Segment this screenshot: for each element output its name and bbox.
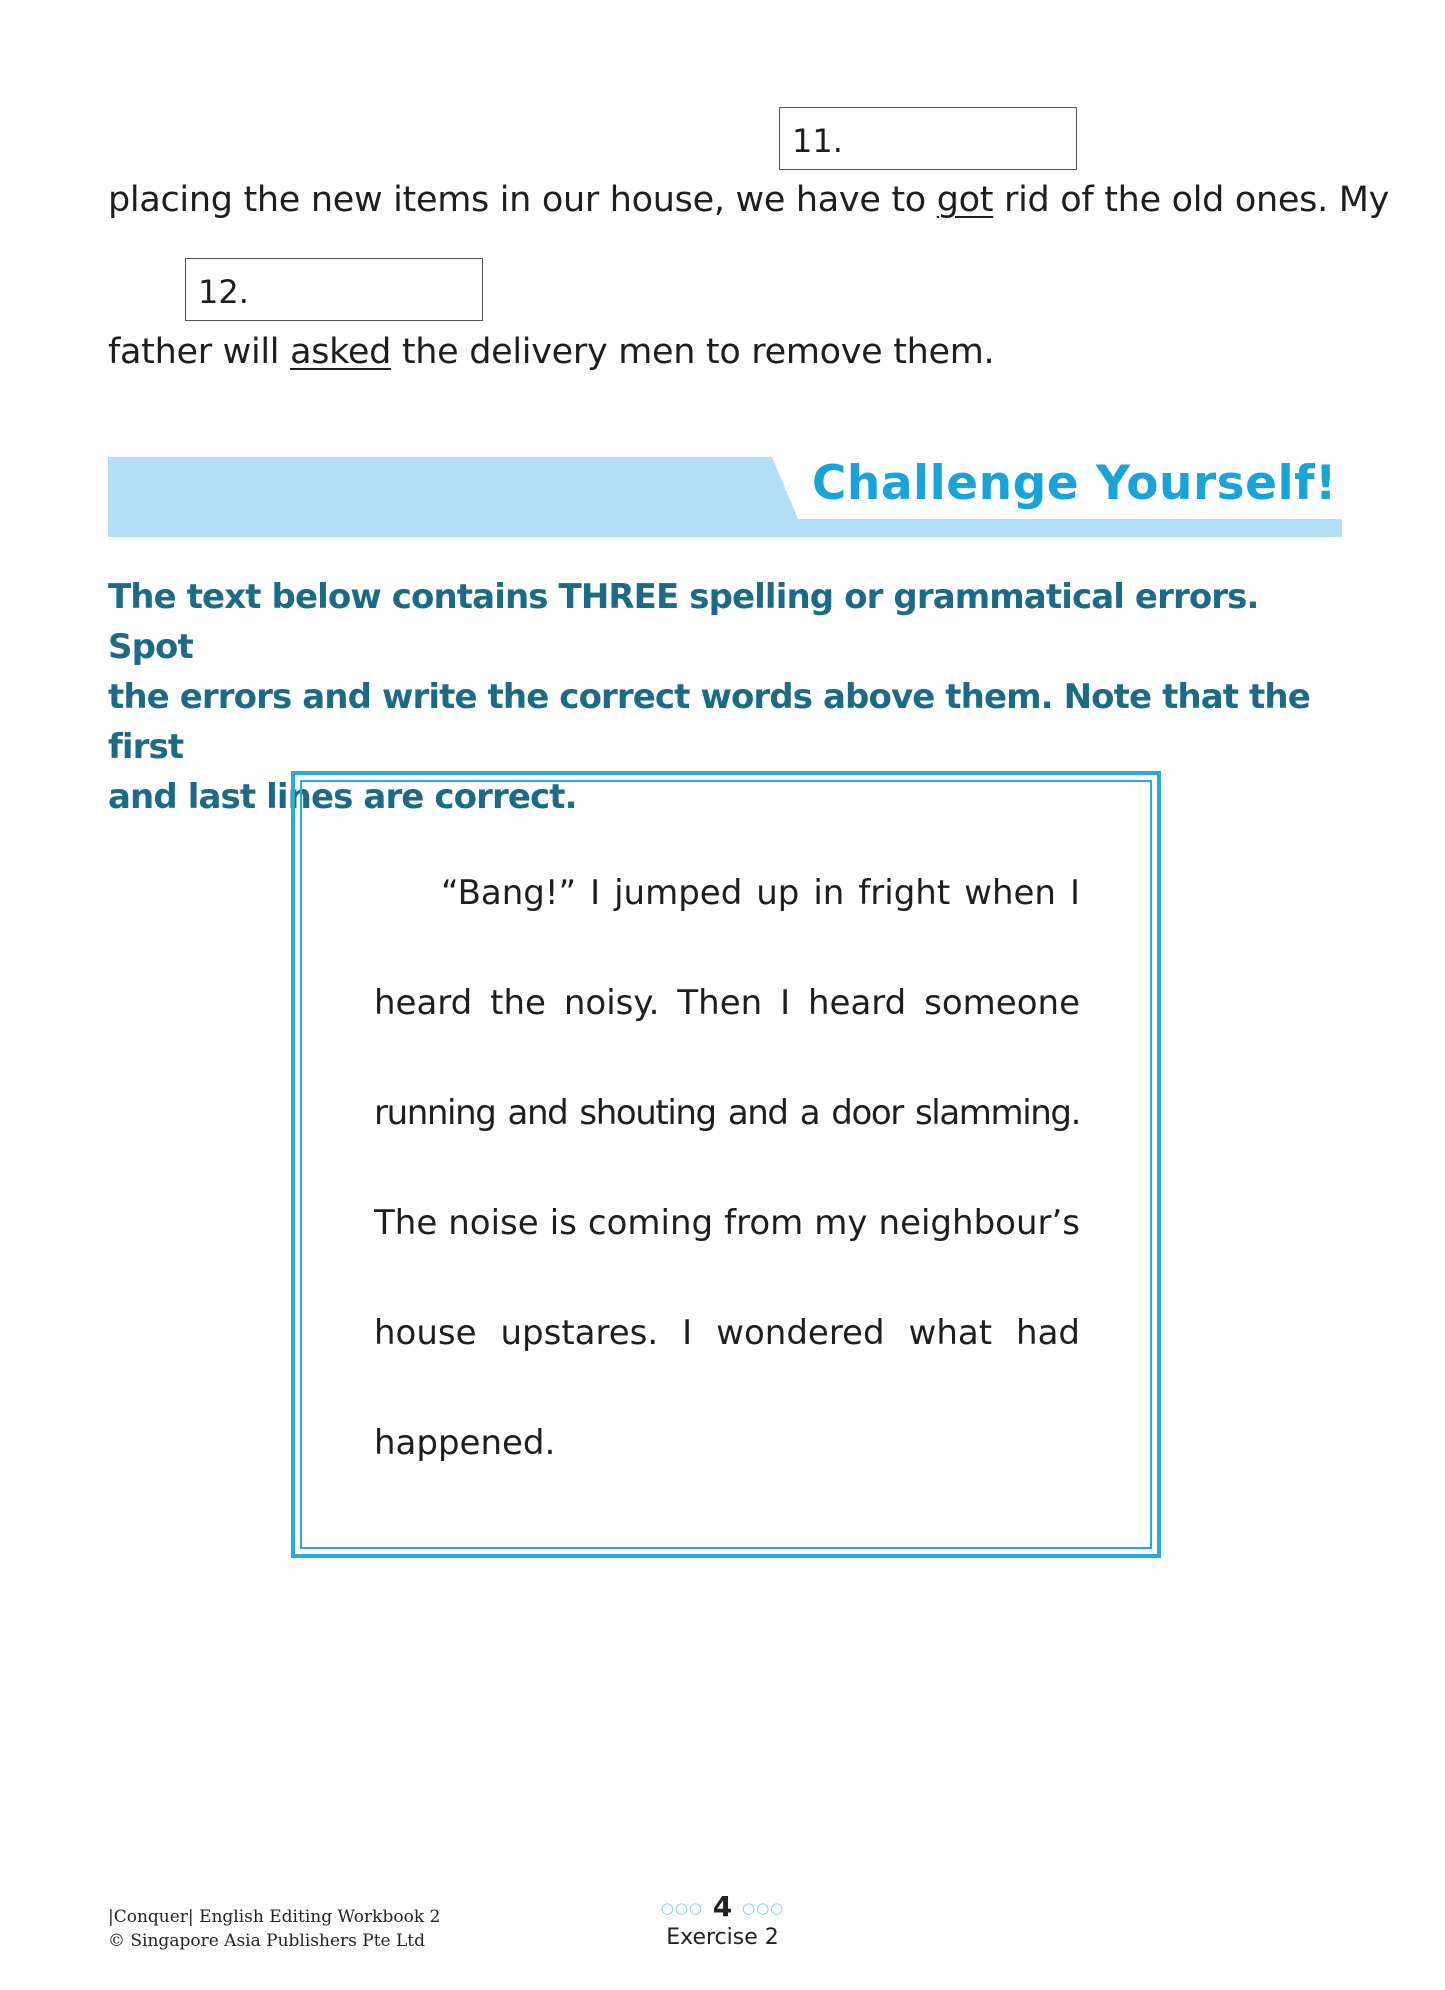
passage-line-6: happened. <box>374 1423 556 1463</box>
instruction-line: the errors and write the correct words above them. Note that the first <box>108 677 1310 767</box>
dots-left-decoration: ○○○ <box>660 1899 703 1917</box>
exercise-line-12 <box>108 332 994 372</box>
line-text: placing the new items in our house, we have to <box>108 180 937 220</box>
passage-line-3: running and shouting and a door slamming. <box>374 1093 1080 1133</box>
underlined-error-word: got <box>936 180 994 220</box>
passage-line-1: “Bang!” I jumped up in fright when I <box>441 873 1080 913</box>
answer-box-12[interactable] <box>185 258 483 321</box>
answer-input-12[interactable] <box>256 267 471 311</box>
passage-line-4: The noise is coming from my neighbour’s <box>374 1203 1080 1243</box>
exercise-label: Exercise 2 <box>666 1925 779 1950</box>
answer-box-label: 12. <box>198 273 249 311</box>
line-text: the delivery men to remove them. <box>391 332 995 372</box>
answer-box-11[interactable] <box>779 107 1077 170</box>
footer-copyright: © Singapore Asia Publishers Pte Ltd <box>108 1931 426 1951</box>
page-number: 4 <box>712 1890 733 1923</box>
line-text: father will <box>108 332 291 372</box>
challenge-title: Challenge Yourself! <box>811 456 1337 511</box>
footer-series: |Conquer| English Editing Workbook 2 <box>108 1907 441 1927</box>
instruction-line: and last lines are correct. <box>108 777 577 817</box>
passage-line-5: house upstares. I wondered what had <box>374 1313 1080 1353</box>
answer-input-11[interactable] <box>850 116 1065 160</box>
dots-right-decoration: ○○○ <box>741 1899 785 1917</box>
line-text: rid of the old ones. My <box>993 180 1390 220</box>
instruction-line: The text below contains THREE spelling or grammatical errors. Spot <box>108 577 1259 667</box>
passage-line-2: heard the noisy. Then I heard someone <box>374 983 1080 1023</box>
page-number-row <box>0 1890 1445 1923</box>
exercise-line-11 <box>108 180 1389 220</box>
answer-box-label: 11. <box>792 122 843 160</box>
underlined-error-word: asked <box>290 332 392 372</box>
